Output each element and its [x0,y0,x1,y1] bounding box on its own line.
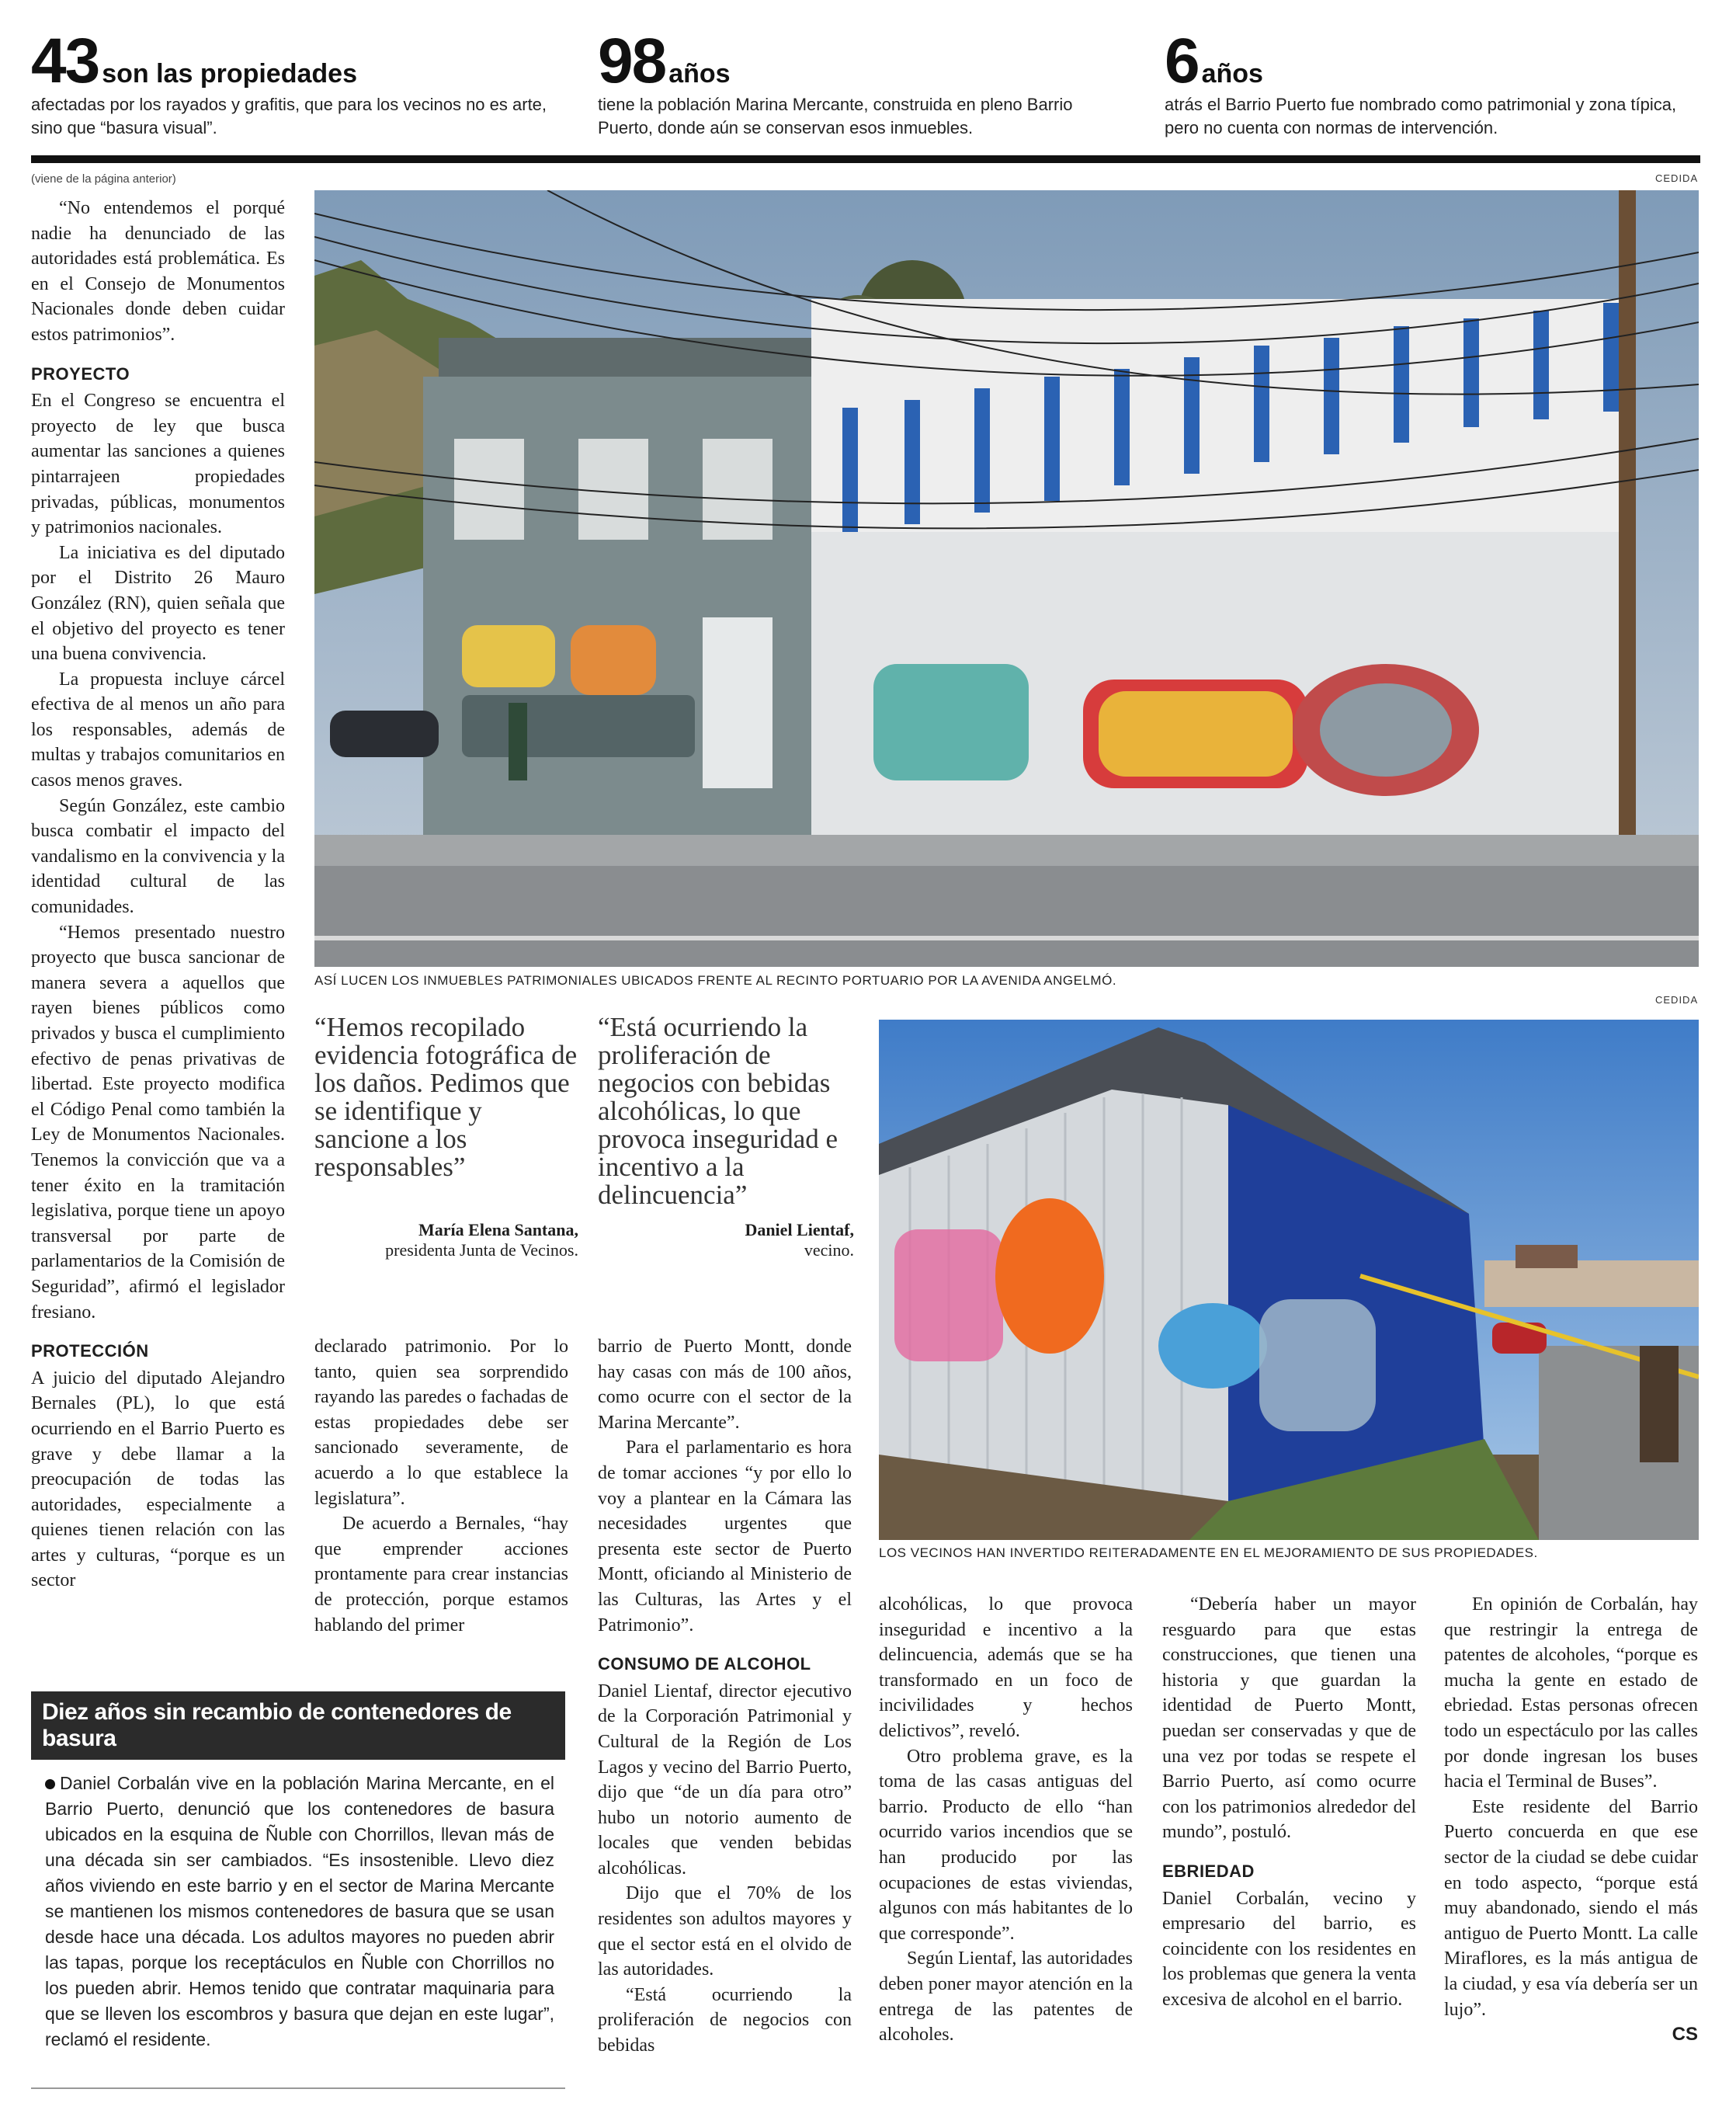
paragraph: “Hemos presentado nuestro proyecto que busca sancionar de manera severa a aquellos que rayen bienes públicos como privados y busca el cumplimiento efectivo de penas privativas de libertad. Este proyecto modifica el Código Penal como también la Ley de Monumentos Nacionales. Tenemos la convicción que va a tener éxito en la tramitación legislativa, porque tiene un apoyo transversal por parte de parlamentarios de la Comisión de Seguridad”, afirmó el legislador fresiano. [31,922,285,1323]
quote-text: “Hemos recopilado evidencia fotográfica de los daños. Pedimos que se identifique y sancione a los responsables” [314,1012,578,1182]
article-column-3 [598,1334,852,2059]
box-title: Diez años sin recambio de contenedores de basura [31,1691,565,1760]
stat-number: 43 [31,26,99,96]
paragraph: En opinión de Corbalán, hay que restringir la entrega de patentes de alcoholes, “porque es mucha la gente en estado de ebriedad. Estas personas ofrecen todo un espectáculo por las calles por donde ingresan los buses hacia el Terminal de Buses”. [1444,1594,1698,1792]
quote-author-role: vecino. [804,1240,854,1260]
stat-unit: años [668,59,731,89]
paragraph: Para el parlamentario es hora de tomar acciones “y por ello lo voy a plantear en la Cámara las necesidades urgentes que presenta este sector de Puerto Montt, oficiando al Ministerio de las Culturas, las Artes y el Patrimonio”. [598,1437,852,1635]
stat-number: 6 [1165,26,1199,96]
box-text: Daniel Corbalán vive en la población Marina Mercante, en el Barrio Puerto, denunció que los contenedores de basura ubicados en la esquina de Ñuble con Chorrillos, llevan más de una década sin ser cambiados. “Es insostenible. Llevo diez años viviendo en este barrio y en el sector de Marina Mercante se mantienen los mismos contenedores de basura que se usan desde hace una década. Los adultos mayores no pueden abrir las tapas, porque los receptáculos en Ñuble con Chorrillos no los pueden abrir. Hemos tenido que contratar maquinaria para que se lleven los escombros y basura que dejan en este lugar”, reclamó el residente. [45,1773,554,2049]
paragraph: Según Lientaf, las autoridades deben poner mayor atención en la entrega de las patentes de alcoholes. [879,1948,1133,2046]
quote-author: Daniel Lientaf, [745,1220,854,1239]
paragraph: Dijo que el 70% de los residentes son adultos mayores y que el sector está en el olvido de las autoridades. [598,1883,852,1980]
paragraph: En el Congreso se encuentra el proyecto de ley que busca aumentar las sanciones a quienes pintarrajeen propiedades privadas, públicas, monumentos y patrimonios nacionales. [31,391,285,538]
pull-quote-lientaf [598,1013,854,1260]
photo-caption: ASÍ LUCEN LOS INMUEBLES PATRIMONIALES UBICADOS FRENTE AL RECINTO PORTUARIO POR LA AVENIDA ANGELMÓ. [314,973,1117,988]
article-column-5 [1162,1592,1416,2013]
header-rule [31,155,1700,163]
stat-number: 98 [598,26,666,96]
paragraph: barrio de Puerto Montt, donde hay casas con más de 100 años, como ocurre con el sector de la Marina Mercante”. [598,1337,852,1433]
stat-unit: son las propiedades [102,59,357,89]
subheading-consumo-alcohol: CONSUMO DE ALCOHOL [598,1654,811,1674]
sidebar-box-contenedores [31,1691,565,2089]
article-column-2 [314,1334,568,1638]
paragraph: “Está ocurriendo la proliferación de negocios con bebidas [598,1984,852,2056]
paragraph: Este residente del Barrio Puerto concuerda en que ese sector de la ciudad se debe cuidar en todo aspecto, “porque está muy abandonado, siendo el más antiguo de Puerto Montt. La calle Miraflores, es la más antigua de la ciudad, y esa vía debería ser un lujo”. [1444,1796,1698,2020]
photo-credit: CEDIDA [1655,994,1699,1006]
photo-heritage-buildings [314,190,1699,967]
paragraph: declarado patrimonio. Por lo tanto, quien sea sorprendido rayando las paredes o fachadas de estas propiedades debe ser sancionado severamente, de acuerdo a lo que establece la legislatura”. [314,1337,568,1509]
stat-2 [598,26,1079,140]
stat-description: afectadas por los rayados y grafitis, que para los vecinos no es arte, sino que “basura visual”. [31,95,547,137]
subheading-ebriedad: EBRIEDAD [1162,1861,1255,1881]
quote-author-role: presidenta Junta de Vecinos. [385,1240,578,1260]
quote-author: María Elena Santana, [418,1220,578,1239]
paragraph: Según González, este cambio busca combatir el impacto del vandalismo en la convivencia y la identidad cultural de las comunidades. [31,795,285,918]
paragraph: Daniel Corbalán, vecino y empresario del barrio, es coincidente con los residentes en los problemas que genera la venta excesiva de alcohol en el barrio. [1162,1888,1416,2010]
photo-caption: LOS VECINOS HAN INVERTIDO REITERADAMENTE EN EL MEJORAMIENTO DE SUS PROPIEDADES. [879,1545,1538,1560]
paragraph: A juicio del diputado Alejandro Bernales (PL), lo que está ocurriendo en el Barrio Puerto es grave y debe llamar a la preocupación de todas las autoridades, especialmente a quienes tienen relación con las artes y culturas, “porque es un sector [31,1368,285,1591]
article-column-1 [31,196,285,1594]
box-body [31,1760,565,2053]
photo-container-graffiti [879,1020,1699,1540]
stat-description: tiene la población Marina Mercante, construida en pleno Barrio Puerto, donde aún se conservan esos inmuebles. [598,95,1073,137]
paragraph: Otro problema grave, es la toma de las casas antiguas del barrio. Producto de ello “han ocurrido varios incendios que se han producido por las ocupaciones de estas viviendas, algunos con más habitantes de lo que corresponde”. [879,1746,1133,1944]
bullet-icon [45,1779,55,1789]
subheading-proyecto: PROYECTO [31,363,130,384]
paragraph: La iniciativa es del diputado por el Distrito 26 Mauro González (RN), quien señala que el objetivo del proyecto es tener una buena convivencia. [31,542,285,665]
paragraph: De acuerdo a Bernales, “hay que emprender acciones prontamente para crear instancias de protección, porque estamos hablando del primer [314,1514,568,1635]
subheading-proteccion: PROTECCIÓN [31,1341,149,1361]
paragraph: “Debería haber un mayor resguardo para que estas construcciones, que tienen una historia y que guardan la identidad de Puerto Montt, puedan ser conservadas y que de una vez por todas se respete el Barrio Puerto, así como ocurre con los patrimonios alrededor del mundo”, postuló. [1162,1594,1416,1843]
stat-1 [31,26,575,140]
quote-text: “Está ocurriendo la proliferación de negocios con bebidas alcohólicas, lo que provoca inseguridad e incentivo a la delincuencia” [598,1012,838,1210]
continued-note: (viene de la página anterior) [31,172,176,186]
photo-credit: CEDIDA [1655,172,1699,184]
end-mark: CS [1672,2024,1698,2046]
container-graffiti-illustration [879,1020,1699,1540]
paragraph: La propuesta incluye cárcel efectiva de al menos un año para los responsables, además de multas y trabajos comunitarios en casos menos graves. [31,669,285,791]
paragraph: alcohólicas, lo que provoca inseguridad e incentivo a la delincuencia, además que se ha transformado en un foco de incivilidades y hechos delictivos”, reveló. [879,1594,1133,1741]
street-graffiti-illustration [314,190,1699,967]
stat-unit: años [1201,59,1263,89]
article-column-6 [1444,1592,1698,2048]
article-column-4 [879,1592,1133,2048]
stat-description: atrás el Barrio Puerto fue nombrado como patrimonial y zona típica, pero no cuenta con normas de intervención. [1165,95,1677,137]
stat-3 [1165,26,1708,140]
paragraph: Daniel Lientaf, director ejecutivo de la Corporación Patrimonial y Cultural de la Región de Los Lagos y vecino del Barrio Puerto, dijo que “de un día para otro” hubo un notorio aumento de locales que venden bebidas alcohólicas. [598,1681,852,1879]
pull-quote-santana [314,1013,578,1260]
paragraph: “No entendemos el porqué nadie ha denunciado de las autoridades está problemática. Es en el Consejo de Monumentos Nacionales donde deben cuidar estos patrimonios”. [31,198,285,345]
